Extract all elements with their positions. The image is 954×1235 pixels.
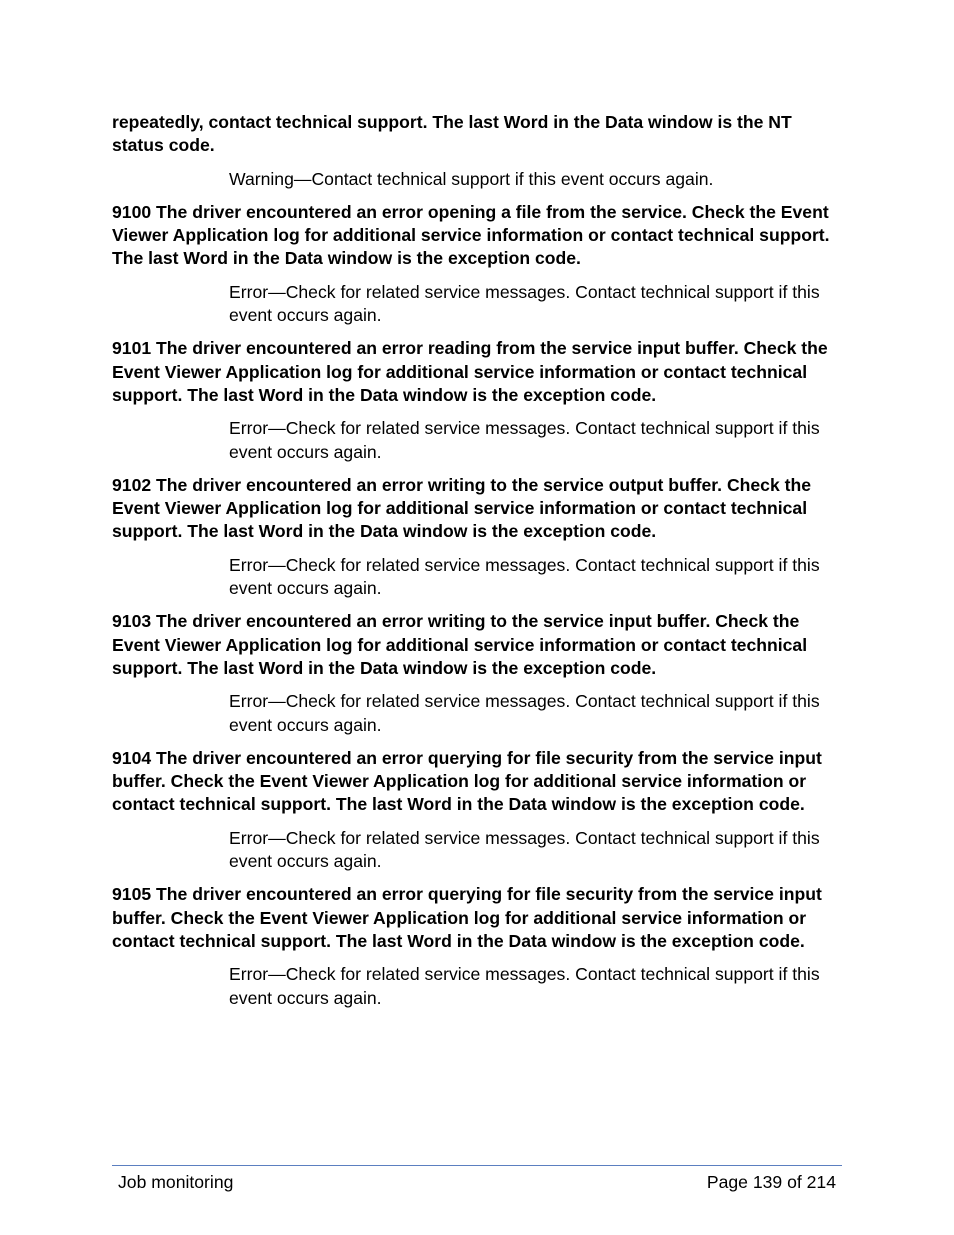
event-entry <box>112 610 840 736</box>
event-heading: repeatedly, contact technical support. The last Word in the Data window is the NT status code. <box>112 112 792 156</box>
event-heading: 9104 The driver encountered an error querying for file security from the service input buffer. Check the Event Viewer Application log for additional service information or contact technical support. The last Word in the Data window is the exception code. <box>112 747 822 815</box>
event-heading: 9101 The driver encountered an error reading from the service input buffer. Check the Event Viewer Application log for additional service information or contact technical support. The last Word in the Data window is the exception code. <box>112 338 828 405</box>
event-entry <box>112 883 840 1009</box>
event-entry <box>112 201 840 327</box>
document-body <box>112 111 840 1020</box>
event-description: Error—Check for related service messages. Contact technical support if this event occurs again. <box>229 827 820 872</box>
event-entry <box>112 337 840 463</box>
event-description: Error—Check for related service messages. Contact technical support if this event occurs again. <box>229 281 820 326</box>
event-entry <box>112 474 840 600</box>
event-heading: 9102 The driver encountered an error writing to the service output buffer. Check the Event Viewer Application log for additional service information or contact technical support. The last Word in the Data window is the exception code. <box>112 474 812 542</box>
event-description: Warning—Contact technical support if this event occurs again. <box>229 168 714 189</box>
footer-page-number: Page 139 of 214 <box>706 1172 836 1192</box>
event-description: Error—Check for related service messages. Contact technical support if this event occurs again. <box>229 691 820 735</box>
footer-divider <box>112 1165 842 1166</box>
event-heading: 9103 The driver encountered an error writing to the service input buffer. Check the Event Viewer Application log for additional service information or contact technical support. The last Word in the Data window is the exception code. <box>112 611 808 678</box>
event-entry <box>112 747 840 873</box>
event-description: Error—Check for related service messages. Contact technical support if this event occurs again. <box>229 418 820 462</box>
event-description: Error—Check for related service messages. Contact technical support if this event occurs again. <box>229 964 820 1008</box>
event-heading: 9100 The driver encountered an error opening a file from the service. Check the Event Viewer Application log for additional service information or contact technical support. The last Word in the Data window is the exception code. <box>112 201 830 269</box>
event-entry <box>112 111 840 191</box>
footer-section-title: Job monitoring <box>118 1172 234 1192</box>
event-description: Error—Check for related service messages. Contact technical support if this event occurs again. <box>229 554 820 599</box>
event-heading: 9105 The driver encountered an error querying for file security from the service input buffer. Check the Event Viewer Application log for additional service information or contact technical support. The last Word in the Data window is the exception code. <box>112 884 822 951</box>
